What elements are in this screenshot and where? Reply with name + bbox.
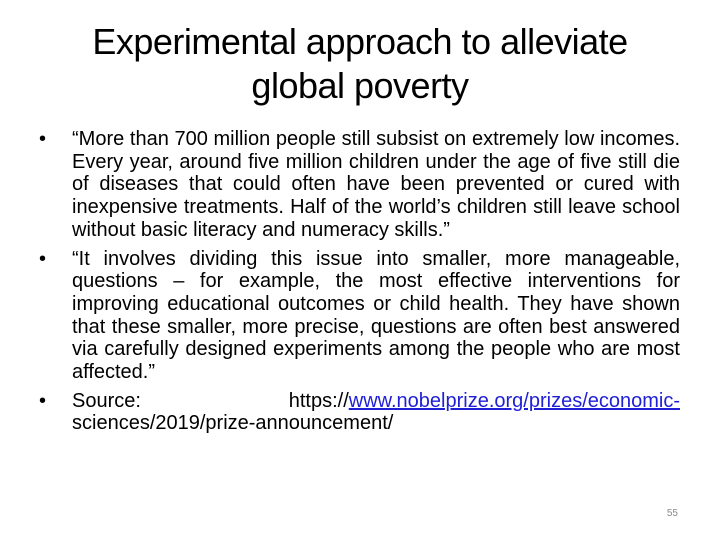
source-line <box>72 390 680 413</box>
page-number: 55 <box>666 508 678 519</box>
source-url <box>289 390 680 413</box>
bullet-quote-approach <box>38 248 680 384</box>
bullet-marker: • <box>39 247 47 270</box>
slide-title-line-2: global poverty <box>251 65 469 106</box>
bullet-marker: • <box>39 128 47 150</box>
bullet-list <box>38 128 680 441</box>
bullet-text: “More than 700 million people still subsist on extremely low incomes. Every year, around five million children under the age of five still die of diseases that could often have been prevented or cured with inexpensive treatments. Half of the world’s children still leave school without basic literacy and numeracy skills.” <box>72 128 680 241</box>
bullet-text: “It involves dividing this issue into smaller, more manageable, questions – for example, the most effective interventions for improving educational outcomes or child health. They have shown that these smaller, more precise, questions are often best answered via carefully designed experiments among the people who are most affected.” <box>72 247 680 384</box>
slide-title-line-1: Experimental approach to alleviate <box>92 21 628 62</box>
bullet-quote-poverty <box>38 128 680 242</box>
bullet-source <box>38 390 680 435</box>
source-url-prefix: https:// <box>288 389 349 412</box>
source-label: Source: <box>72 389 141 412</box>
source-url-continuation: sciences/2019/prize-announcement/ <box>72 412 394 435</box>
bullet-marker: • <box>39 389 47 412</box>
slide-title <box>40 20 680 108</box>
source-link[interactable]: www.nobelprize.org/prizes/economic- <box>348 389 680 412</box>
